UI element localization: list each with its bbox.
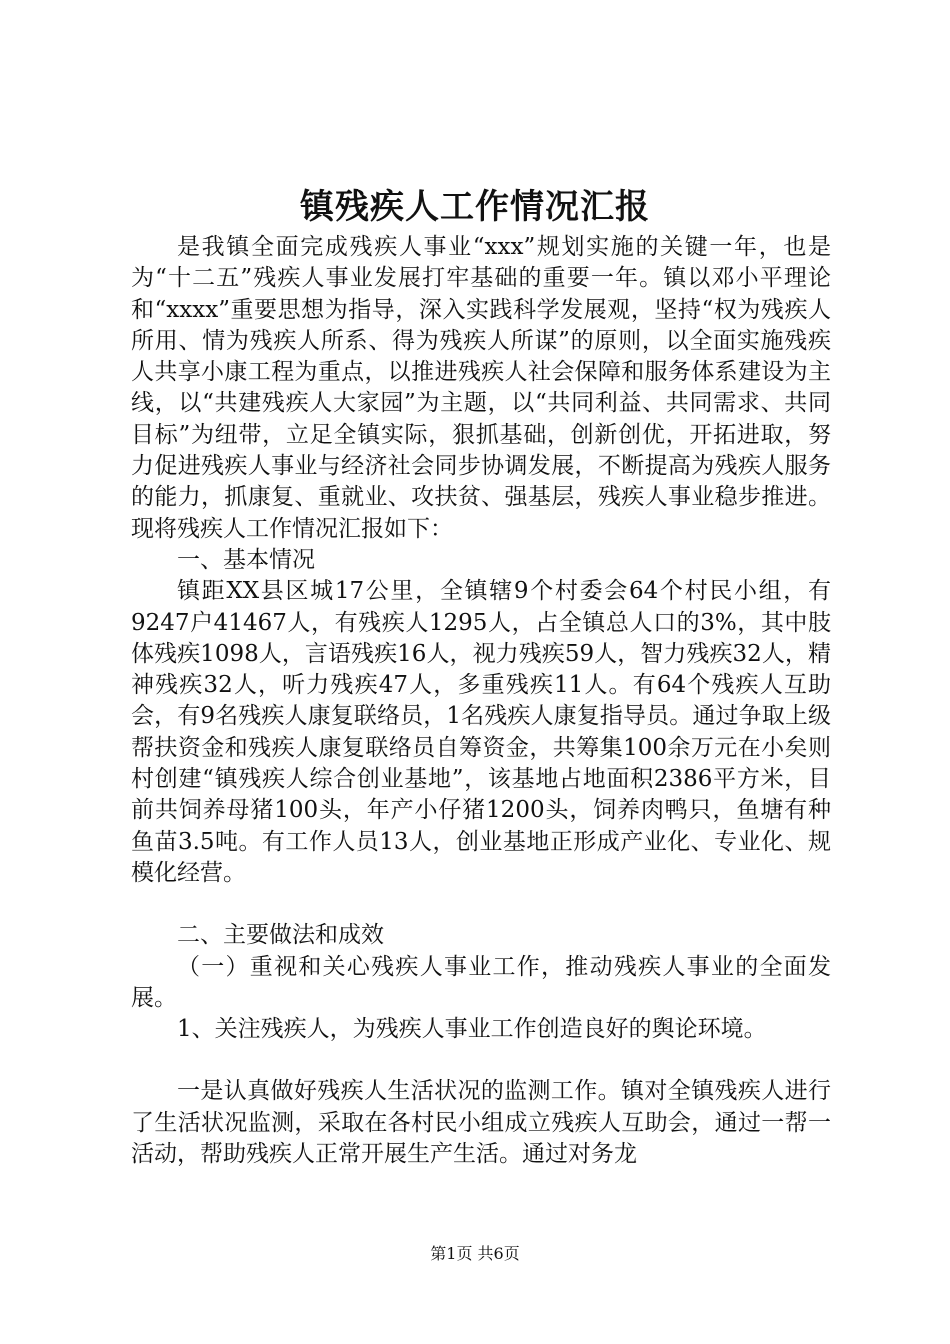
basic-situation-paragraph: 镇距XX县区城17公里，全镇辖9个村委会64个村民小组，有9247户41467人，有残疾人1295人，占全镇总人口的3%，其中肢体残疾1098人，言语残疾16人，视力残疾59人，智力残疾32人，精神残疾32人，听力残疾47人，多重残疾11人。有64个残疾人互助会，有9名残疾人康复联络员，1名残疾人康复指导员。通过争取上级帮扶资金和残疾人康复联络员自筹资金，共筹集100余万元在小矣则村创建“镇残疾人综合创业基地”，该基地占地面积2386平方米，目前共饲养母猪100头，年产小仔猪1200头，饲养肉鸭只，鱼塘有种鱼苗3.5吨。有工作人员13人，创业基地正形成产业化、专业化、规模化经营。 (131, 578, 831, 886)
page-number: 第1页 共6页 (430, 1244, 520, 1263)
subsection-heading-1: （一）重视和关心残疾人事业工作，推动残疾人事业的全面发展。 (131, 953, 831, 1011)
document-title: 镇残疾人工作情况汇报 (300, 187, 650, 227)
monitoring-paragraph: 一是认真做好残疾人生活状况的监测工作。镇对全镇残疾人进行了生活状况监测，采取在各村民小组成立残疾人互助会，通过一帮一活动，帮助残疾人正常开展生产生活。通过对务龙 (131, 1078, 831, 1168)
section-heading-practices: 二、主要做法和成效 (177, 922, 384, 949)
intro-paragraph: 是我镇全面完成残疾人事业“xxx”规划实施的关键一年，也是为“十二五”残疾人事业发展打牢基础的重要一年。镇以邓小平理论和“xxxx”重要思想为指导，深入实践科学发展观，坚持“权为残疾人所用、情为残疾人所系、得为残疾人所谋”的原则，以全面实施残疾人共享小康工程为重点，以推进残疾人社会保障和服务体系建设为主线，以“共建残疾人大家园”为主题，以“共同利益、共同需求、共同目标”为纽带，立足全镇实际，狠抓基础，创新创优，开拓进取，努力促进残疾人事业与经济社会同步协调发展，不断提高为残疾人服务的能力，抓康复、重就业、攻扶贫、强基层，残疾人事业稳步推进。现将残疾人工作情况汇报如下： (131, 234, 831, 542)
section-heading-basic: 一、基本情况 (177, 546, 315, 573)
item-heading-1: 1、关注残疾人，为残疾人事业工作创造良好的舆论环境。 (177, 1016, 767, 1043)
document-body (131, 232, 831, 1170)
